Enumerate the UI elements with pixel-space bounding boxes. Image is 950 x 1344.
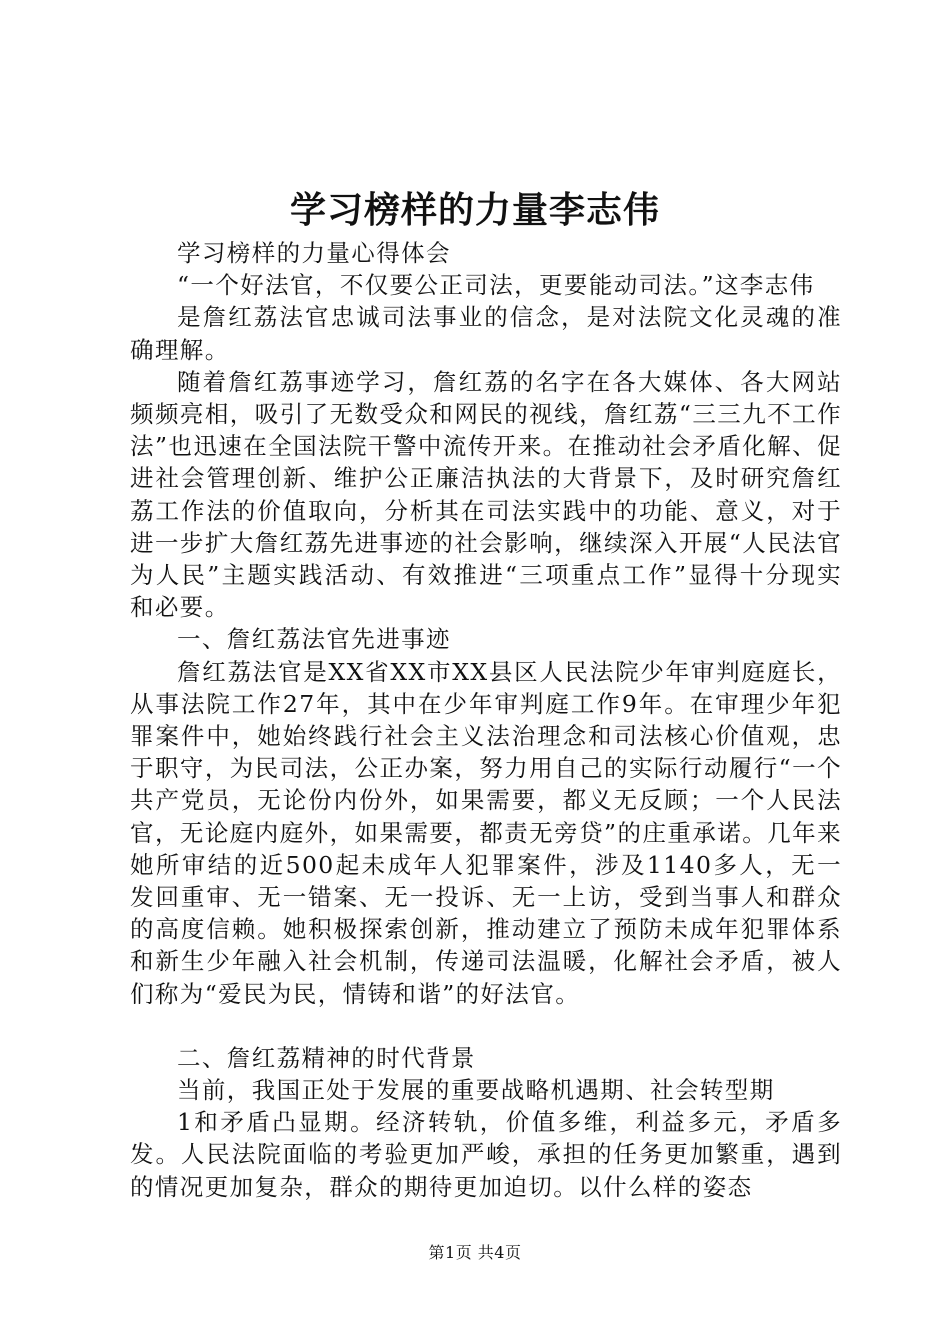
document-body xyxy=(130,237,842,1203)
section-heading-2: 二、詹红荔精神的时代背景 xyxy=(177,1043,476,1072)
subtitle-paragraph: 学习榜样的力量心得体会 xyxy=(177,239,451,267)
belief-paragraph: 是詹红荔法官忠诚司法事业的信念，是对法院文化灵魂的准确理解。 xyxy=(130,303,842,364)
background-paragraph: 随着詹红荔事迹学习，詹红荔的名字在各大媒体、各大网站频频亮相，吸引了无数受众和网民的视线，詹红荔“三三九不工作法”也迅速在全国法院干警中流传开来。在推动社会矛盾化解、促进社会管理创新、维护公正廉洁执法的大背景下，及时研究詹红荔工作法的价值取向，分析其在司法实践中的功能、意义，对于进一步扩大詹红荔先进事迹的社会影响，继续深入开展“人民法官为人民”主题实践活动、有效推进“三项重点工作”显得十分现实和必要。 xyxy=(130,367,842,622)
page-number-footer: 第1页 共4页 xyxy=(428,1243,522,1262)
era-paragraph: 当前，我国正处于发展的重要战略机遇期、社会转型期 xyxy=(177,1076,775,1105)
era-continued-paragraph: 1和矛盾凸显期。经济转轨，价值多维，利益多元，矛盾多发。人民法院面临的考验更加严峻，承担的任务更加繁重，遇到的情况更加复杂，群众的期待更加迫切。以什么样的姿态 xyxy=(130,1108,842,1201)
document-title: 学习榜样的力量李志伟 xyxy=(289,189,660,231)
deeds-paragraph: 詹红荔法官是XX省XX市XX县区人民法院少年审判庭庭长，从事法院工作27年，其中在少年审判庭工作9年。在审理少年犯罪案件中，她始终践行社会主义法治理念和司法核心价值观，忠于职守，为民司法，公正办案，努力用自己的实际行动履行“一个共产党员，无论份内份外，如果需要，都义无反顾；一个人民法官，无论庭内庭外，如果需要，都责无旁贷”的庄重承诺。几年来她所审结的近500起未成年人犯罪案件，涉及1140多人，无一发回重审、无一错案、无一投诉、无一上访，受到当事人和群众的高度信赖。她积极探索创新，推动建立了预防未成年犯罪体系和新生少年融入社会机制，传递司法温暖，化解社会矛盾，被人们称为“爱民为民，情铸和谐”的好法官。 xyxy=(130,657,842,1008)
quote-paragraph: “一个好法官，不仅要公正司法，更要能动司法。”这李志伟 xyxy=(177,271,815,300)
section-heading-1: 一、詹红荔法官先进事迹 xyxy=(177,625,451,654)
